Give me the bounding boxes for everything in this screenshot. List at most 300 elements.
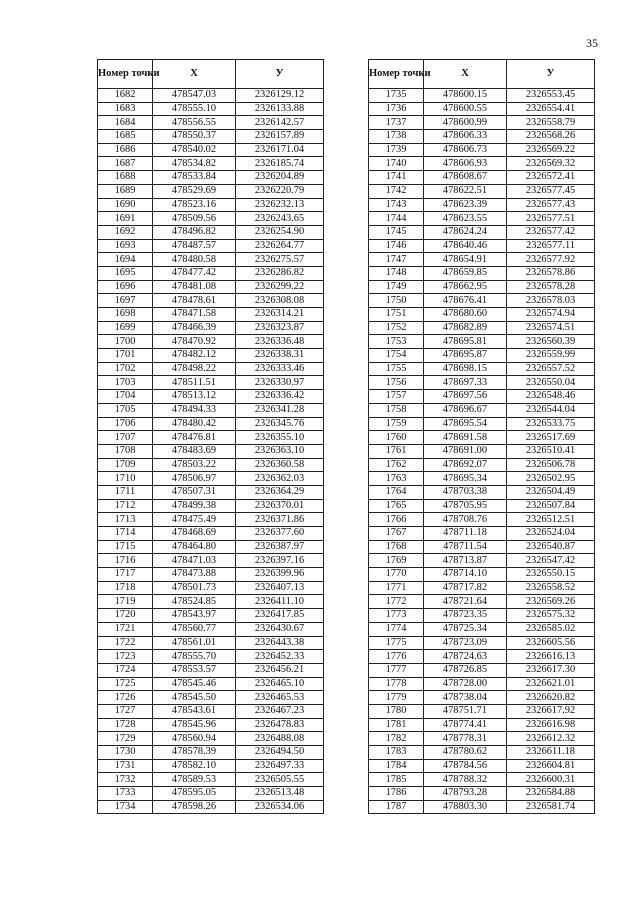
- point-number-cell: 1757: [369, 390, 424, 404]
- table-row: [369, 759, 595, 773]
- x-coordinate-cell: 478711.54: [424, 540, 507, 554]
- x-coordinate-cell: 478778.31: [424, 732, 507, 746]
- table-row: [369, 444, 595, 458]
- point-number-cell: 1700: [98, 335, 153, 349]
- y-coordinate-cell: 2326585.02: [507, 622, 595, 636]
- point-number-cell: 1747: [369, 253, 424, 267]
- y-coordinate-cell: 2326581.74: [507, 800, 595, 814]
- header-point-number: Номер точки: [369, 60, 424, 89]
- x-coordinate-cell: 478751.71: [424, 704, 507, 718]
- table-row: [98, 622, 324, 636]
- x-coordinate-cell: 478695.81: [424, 335, 507, 349]
- table-row: [369, 540, 595, 554]
- x-coordinate-cell: 478480.58: [153, 253, 236, 267]
- x-coordinate-cell: 478487.57: [153, 239, 236, 253]
- y-coordinate-cell: 2326574.51: [507, 321, 595, 335]
- table-row: [98, 321, 324, 335]
- x-coordinate-cell: 478676.41: [424, 294, 507, 308]
- y-coordinate-cell: 2326232.13: [236, 198, 324, 212]
- page-number: 35: [586, 36, 598, 50]
- x-coordinate-cell: 478545.50: [153, 691, 236, 705]
- y-coordinate-cell: 2326507.84: [507, 499, 595, 513]
- point-number-cell: 1750: [369, 294, 424, 308]
- table-row: [369, 417, 595, 431]
- y-coordinate-cell: 2326550.15: [507, 568, 595, 582]
- y-coordinate-cell: 2326488.08: [236, 732, 324, 746]
- y-coordinate-cell: 2326407.13: [236, 581, 324, 595]
- point-number-cell: 1773: [369, 609, 424, 623]
- header-y: У: [236, 60, 324, 89]
- point-number-cell: 1726: [98, 691, 153, 705]
- point-number-cell: 1685: [98, 130, 153, 144]
- y-coordinate-cell: 2326557.52: [507, 362, 595, 376]
- x-coordinate-cell: 478606.93: [424, 157, 507, 171]
- point-number-cell: 1689: [98, 184, 153, 198]
- y-coordinate-cell: 2326478.83: [236, 718, 324, 732]
- table-row: [98, 636, 324, 650]
- table-row: [98, 691, 324, 705]
- table-row: [369, 212, 595, 226]
- y-coordinate-cell: 2326371.86: [236, 513, 324, 527]
- point-number-cell: 1758: [369, 403, 424, 417]
- x-coordinate-cell: 478550.37: [153, 130, 236, 144]
- table-row: [98, 362, 324, 376]
- x-coordinate-cell: 478697.56: [424, 390, 507, 404]
- x-coordinate-cell: 478696.67: [424, 403, 507, 417]
- table-row: [98, 787, 324, 801]
- table-row: [98, 732, 324, 746]
- table-row: [369, 239, 595, 253]
- point-number-cell: 1692: [98, 225, 153, 239]
- table-row: [369, 595, 595, 609]
- point-number-cell: 1690: [98, 198, 153, 212]
- y-coordinate-cell: 2326621.01: [507, 677, 595, 691]
- table-row: [98, 485, 324, 499]
- point-number-cell: 1739: [369, 143, 424, 157]
- x-coordinate-cell: 478723.35: [424, 609, 507, 623]
- y-coordinate-cell: 2326569.32: [507, 157, 595, 171]
- y-coordinate-cell: 2326336.42: [236, 390, 324, 404]
- point-number-cell: 1740: [369, 157, 424, 171]
- table-row: [98, 157, 324, 171]
- point-number-cell: 1743: [369, 198, 424, 212]
- point-number-cell: 1696: [98, 280, 153, 294]
- table-row: [98, 677, 324, 691]
- y-coordinate-cell: 2326467.23: [236, 704, 324, 718]
- point-number-cell: 1702: [98, 362, 153, 376]
- x-coordinate-cell: 478659.85: [424, 266, 507, 280]
- y-coordinate-cell: 2326510.41: [507, 444, 595, 458]
- point-number-cell: 1774: [369, 622, 424, 636]
- x-coordinate-cell: 478717.82: [424, 581, 507, 595]
- point-number-cell: 1772: [369, 595, 424, 609]
- table-row: [369, 773, 595, 787]
- point-number-cell: 1732: [98, 773, 153, 787]
- point-number-cell: 1708: [98, 444, 153, 458]
- table-row: [98, 143, 324, 157]
- point-number-cell: 1782: [369, 732, 424, 746]
- x-coordinate-cell: 478482.12: [153, 349, 236, 363]
- table-row: [369, 677, 595, 691]
- y-coordinate-cell: 2326502.95: [507, 472, 595, 486]
- x-coordinate-cell: 478473.88: [153, 568, 236, 582]
- point-number-cell: 1744: [369, 212, 424, 226]
- x-coordinate-cell: 478589.53: [153, 773, 236, 787]
- y-coordinate-cell: 2326323.87: [236, 321, 324, 335]
- y-coordinate-cell: 2326411.10: [236, 595, 324, 609]
- x-coordinate-cell: 478501.73: [153, 581, 236, 595]
- y-coordinate-cell: 2326620.82: [507, 691, 595, 705]
- y-coordinate-cell: 2326540.87: [507, 540, 595, 554]
- point-number-cell: 1766: [369, 513, 424, 527]
- point-number-cell: 1767: [369, 527, 424, 541]
- point-number-cell: 1742: [369, 184, 424, 198]
- point-number-cell: 1733: [98, 787, 153, 801]
- x-coordinate-cell: 478545.96: [153, 718, 236, 732]
- table-row: [369, 554, 595, 568]
- x-coordinate-cell: 478529.69: [153, 184, 236, 198]
- y-coordinate-cell: 2326517.69: [507, 431, 595, 445]
- x-coordinate-cell: 478524.85: [153, 595, 236, 609]
- header-y: У: [507, 60, 595, 89]
- point-number-cell: 1746: [369, 239, 424, 253]
- x-coordinate-cell: 478543.97: [153, 609, 236, 623]
- point-number-cell: 1717: [98, 568, 153, 582]
- x-coordinate-cell: 478533.84: [153, 171, 236, 185]
- table-row: [369, 294, 595, 308]
- x-coordinate-cell: 478595.05: [153, 787, 236, 801]
- table-row: [369, 691, 595, 705]
- x-coordinate-cell: 478691.00: [424, 444, 507, 458]
- y-coordinate-cell: 2326544.04: [507, 403, 595, 417]
- y-coordinate-cell: 2326560.39: [507, 335, 595, 349]
- point-number-cell: 1745: [369, 225, 424, 239]
- x-coordinate-cell: 478697.33: [424, 376, 507, 390]
- table-header-row: [369, 60, 595, 89]
- x-coordinate-cell: 478640.46: [424, 239, 507, 253]
- point-number-cell: 1720: [98, 609, 153, 623]
- table-row: [98, 335, 324, 349]
- table-row: [369, 513, 595, 527]
- x-coordinate-cell: 478523.16: [153, 198, 236, 212]
- x-coordinate-cell: 478513.12: [153, 390, 236, 404]
- x-coordinate-cell: 478725.34: [424, 622, 507, 636]
- x-coordinate-cell: 478724.63: [424, 650, 507, 664]
- point-number-cell: 1759: [369, 417, 424, 431]
- table-row: [369, 130, 595, 144]
- point-number-cell: 1711: [98, 485, 153, 499]
- x-coordinate-cell: 478774.41: [424, 718, 507, 732]
- table-row: [369, 650, 595, 664]
- point-number-cell: 1727: [98, 704, 153, 718]
- y-coordinate-cell: 2326577.43: [507, 198, 595, 212]
- point-number-cell: 1712: [98, 499, 153, 513]
- x-coordinate-cell: 478499.38: [153, 499, 236, 513]
- y-coordinate-cell: 2326133.88: [236, 102, 324, 116]
- table-row: [98, 225, 324, 239]
- x-coordinate-cell: 478507.31: [153, 485, 236, 499]
- table-row: [98, 403, 324, 417]
- y-coordinate-cell: 2326355.10: [236, 431, 324, 445]
- y-coordinate-cell: 2326338.31: [236, 349, 324, 363]
- y-coordinate-cell: 2326578.28: [507, 280, 595, 294]
- table-row: [369, 472, 595, 486]
- y-coordinate-cell: 2326497.33: [236, 759, 324, 773]
- table-row: [98, 540, 324, 554]
- x-coordinate-cell: 478662.95: [424, 280, 507, 294]
- point-number-cell: 1775: [369, 636, 424, 650]
- table-row: [98, 116, 324, 130]
- y-coordinate-cell: 2326465.53: [236, 691, 324, 705]
- table-row: [98, 472, 324, 486]
- y-coordinate-cell: 2326456.21: [236, 663, 324, 677]
- x-coordinate-cell: 478780.62: [424, 746, 507, 760]
- y-coordinate-cell: 2326362.03: [236, 472, 324, 486]
- table-row: [369, 308, 595, 322]
- point-number-cell: 1730: [98, 746, 153, 760]
- y-coordinate-cell: 2326341.28: [236, 403, 324, 417]
- x-coordinate-cell: 478471.03: [153, 554, 236, 568]
- x-coordinate-cell: 478509.56: [153, 212, 236, 226]
- table-row: [98, 253, 324, 267]
- x-coordinate-cell: 478494.33: [153, 403, 236, 417]
- table-row: [98, 527, 324, 541]
- table-row: [98, 458, 324, 472]
- table-row: [369, 485, 595, 499]
- y-coordinate-cell: 2326558.52: [507, 581, 595, 595]
- point-number-cell: 1749: [369, 280, 424, 294]
- point-number-cell: 1735: [369, 89, 424, 103]
- table-row: [369, 746, 595, 760]
- x-coordinate-cell: 478608.67: [424, 171, 507, 185]
- coordinates-table-left: [97, 59, 324, 814]
- point-number-cell: 1718: [98, 581, 153, 595]
- point-number-cell: 1697: [98, 294, 153, 308]
- point-number-cell: 1683: [98, 102, 153, 116]
- y-coordinate-cell: 2326617.92: [507, 704, 595, 718]
- y-coordinate-cell: 2326399.96: [236, 568, 324, 582]
- point-number-cell: 1721: [98, 622, 153, 636]
- table-header-row: [98, 60, 324, 89]
- table-row: [369, 225, 595, 239]
- table-row: [369, 89, 595, 103]
- point-number-cell: 1716: [98, 554, 153, 568]
- x-coordinate-cell: 478705.95: [424, 499, 507, 513]
- point-number-cell: 1785: [369, 773, 424, 787]
- x-coordinate-cell: 478698.15: [424, 362, 507, 376]
- table-row: [98, 773, 324, 787]
- y-coordinate-cell: 2326533.75: [507, 417, 595, 431]
- y-coordinate-cell: 2326611.18: [507, 746, 595, 760]
- y-coordinate-cell: 2326397.16: [236, 554, 324, 568]
- table-row: [98, 239, 324, 253]
- y-coordinate-cell: 2326494.50: [236, 746, 324, 760]
- table-row: [98, 609, 324, 623]
- y-coordinate-cell: 2326243.65: [236, 212, 324, 226]
- x-coordinate-cell: 478483.69: [153, 444, 236, 458]
- x-coordinate-cell: 478464.80: [153, 540, 236, 554]
- x-coordinate-cell: 478478.61: [153, 294, 236, 308]
- y-coordinate-cell: 2326577.92: [507, 253, 595, 267]
- table-row: [98, 650, 324, 664]
- table-row: [98, 266, 324, 280]
- table-row: [369, 253, 595, 267]
- table-row: [98, 280, 324, 294]
- y-coordinate-cell: 2326387.97: [236, 540, 324, 554]
- y-coordinate-cell: 2326363.10: [236, 444, 324, 458]
- table-row: [369, 800, 595, 814]
- point-number-cell: 1756: [369, 376, 424, 390]
- y-coordinate-cell: 2326616.13: [507, 650, 595, 664]
- point-number-cell: 1754: [369, 349, 424, 363]
- y-coordinate-cell: 2326204.89: [236, 171, 324, 185]
- point-number-cell: 1709: [98, 458, 153, 472]
- point-number-cell: 1682: [98, 89, 153, 103]
- y-coordinate-cell: 2326559.99: [507, 349, 595, 363]
- x-coordinate-cell: 478723.09: [424, 636, 507, 650]
- table-row: [369, 732, 595, 746]
- x-coordinate-cell: 478475.49: [153, 513, 236, 527]
- point-number-cell: 1738: [369, 130, 424, 144]
- table-row: [369, 568, 595, 582]
- x-coordinate-cell: 478695.87: [424, 349, 507, 363]
- y-coordinate-cell: 2326465.10: [236, 677, 324, 691]
- point-number-cell: 1698: [98, 308, 153, 322]
- point-number-cell: 1699: [98, 321, 153, 335]
- point-number-cell: 1705: [98, 403, 153, 417]
- x-coordinate-cell: 478713.87: [424, 554, 507, 568]
- point-number-cell: 1761: [369, 444, 424, 458]
- table-row: [98, 595, 324, 609]
- y-coordinate-cell: 2326157.89: [236, 130, 324, 144]
- point-number-cell: 1707: [98, 431, 153, 445]
- x-coordinate-cell: 478728.00: [424, 677, 507, 691]
- x-coordinate-cell: 478654.91: [424, 253, 507, 267]
- table-row: [369, 431, 595, 445]
- table-row: [98, 431, 324, 445]
- x-coordinate-cell: 478582.10: [153, 759, 236, 773]
- point-number-cell: 1737: [369, 116, 424, 130]
- y-coordinate-cell: 2326577.51: [507, 212, 595, 226]
- point-number-cell: 1777: [369, 663, 424, 677]
- x-coordinate-cell: 478477.42: [153, 266, 236, 280]
- y-coordinate-cell: 2326617.30: [507, 663, 595, 677]
- x-coordinate-cell: 478503.22: [153, 458, 236, 472]
- point-number-cell: 1713: [98, 513, 153, 527]
- table-row: [98, 294, 324, 308]
- x-coordinate-cell: 478738.04: [424, 691, 507, 705]
- point-number-cell: 1684: [98, 116, 153, 130]
- x-coordinate-cell: 478606.73: [424, 143, 507, 157]
- table-row: [369, 266, 595, 280]
- y-coordinate-cell: 2326524.04: [507, 527, 595, 541]
- table-row: [98, 130, 324, 144]
- point-number-cell: 1703: [98, 376, 153, 390]
- x-coordinate-cell: 478624.24: [424, 225, 507, 239]
- y-coordinate-cell: 2326600.31: [507, 773, 595, 787]
- point-number-cell: 1784: [369, 759, 424, 773]
- x-coordinate-cell: 478788.32: [424, 773, 507, 787]
- y-coordinate-cell: 2326612.32: [507, 732, 595, 746]
- table-row: [369, 581, 595, 595]
- table-row: [369, 376, 595, 390]
- y-coordinate-cell: 2326584.88: [507, 787, 595, 801]
- table-row: [98, 800, 324, 814]
- point-number-cell: 1687: [98, 157, 153, 171]
- y-coordinate-cell: 2326512.51: [507, 513, 595, 527]
- table-row: [369, 609, 595, 623]
- y-coordinate-cell: 2326299.22: [236, 280, 324, 294]
- x-coordinate-cell: 478682.89: [424, 321, 507, 335]
- table-row: [98, 308, 324, 322]
- point-number-cell: 1686: [98, 143, 153, 157]
- x-coordinate-cell: 478691.58: [424, 431, 507, 445]
- y-coordinate-cell: 2326575.32: [507, 609, 595, 623]
- x-coordinate-cell: 478623.39: [424, 198, 507, 212]
- point-number-cell: 1779: [369, 691, 424, 705]
- x-coordinate-cell: 478555.70: [153, 650, 236, 664]
- x-coordinate-cell: 478714.10: [424, 568, 507, 582]
- y-coordinate-cell: 2326574.94: [507, 308, 595, 322]
- point-number-cell: 1734: [98, 800, 153, 814]
- table-row: [98, 417, 324, 431]
- y-coordinate-cell: 2326553.45: [507, 89, 595, 103]
- y-coordinate-cell: 2326548.46: [507, 390, 595, 404]
- y-coordinate-cell: 2326534.06: [236, 800, 324, 814]
- y-coordinate-cell: 2326360.58: [236, 458, 324, 472]
- y-coordinate-cell: 2326604.81: [507, 759, 595, 773]
- point-number-cell: 1710: [98, 472, 153, 486]
- table-row: [369, 157, 595, 171]
- table-row: [369, 390, 595, 404]
- y-coordinate-cell: 2326577.11: [507, 239, 595, 253]
- x-coordinate-cell: 478726.85: [424, 663, 507, 677]
- point-number-cell: 1736: [369, 102, 424, 116]
- table-row: [369, 171, 595, 185]
- point-number-cell: 1787: [369, 800, 424, 814]
- y-coordinate-cell: 2326578.03: [507, 294, 595, 308]
- table-row: [369, 527, 595, 541]
- header-x: X: [153, 60, 236, 89]
- table-row: [98, 171, 324, 185]
- point-number-cell: 1741: [369, 171, 424, 185]
- table-row: [98, 349, 324, 363]
- point-number-cell: 1783: [369, 746, 424, 760]
- x-coordinate-cell: 478468.69: [153, 527, 236, 541]
- table-row: [369, 335, 595, 349]
- y-coordinate-cell: 2326558.79: [507, 116, 595, 130]
- x-coordinate-cell: 478506.97: [153, 472, 236, 486]
- y-coordinate-cell: 2326171.04: [236, 143, 324, 157]
- y-coordinate-cell: 2326220.79: [236, 184, 324, 198]
- y-coordinate-cell: 2326616.98: [507, 718, 595, 732]
- x-coordinate-cell: 478540.02: [153, 143, 236, 157]
- y-coordinate-cell: 2326452.33: [236, 650, 324, 664]
- point-number-cell: 1762: [369, 458, 424, 472]
- point-number-cell: 1693: [98, 239, 153, 253]
- point-number-cell: 1729: [98, 732, 153, 746]
- x-coordinate-cell: 478560.94: [153, 732, 236, 746]
- table-row: [369, 280, 595, 294]
- table-row: [369, 718, 595, 732]
- table-row: [369, 198, 595, 212]
- table-row: [369, 787, 595, 801]
- point-number-cell: 1768: [369, 540, 424, 554]
- x-coordinate-cell: 478498.22: [153, 362, 236, 376]
- point-number-cell: 1755: [369, 362, 424, 376]
- x-coordinate-cell: 478553.57: [153, 663, 236, 677]
- point-number-cell: 1769: [369, 554, 424, 568]
